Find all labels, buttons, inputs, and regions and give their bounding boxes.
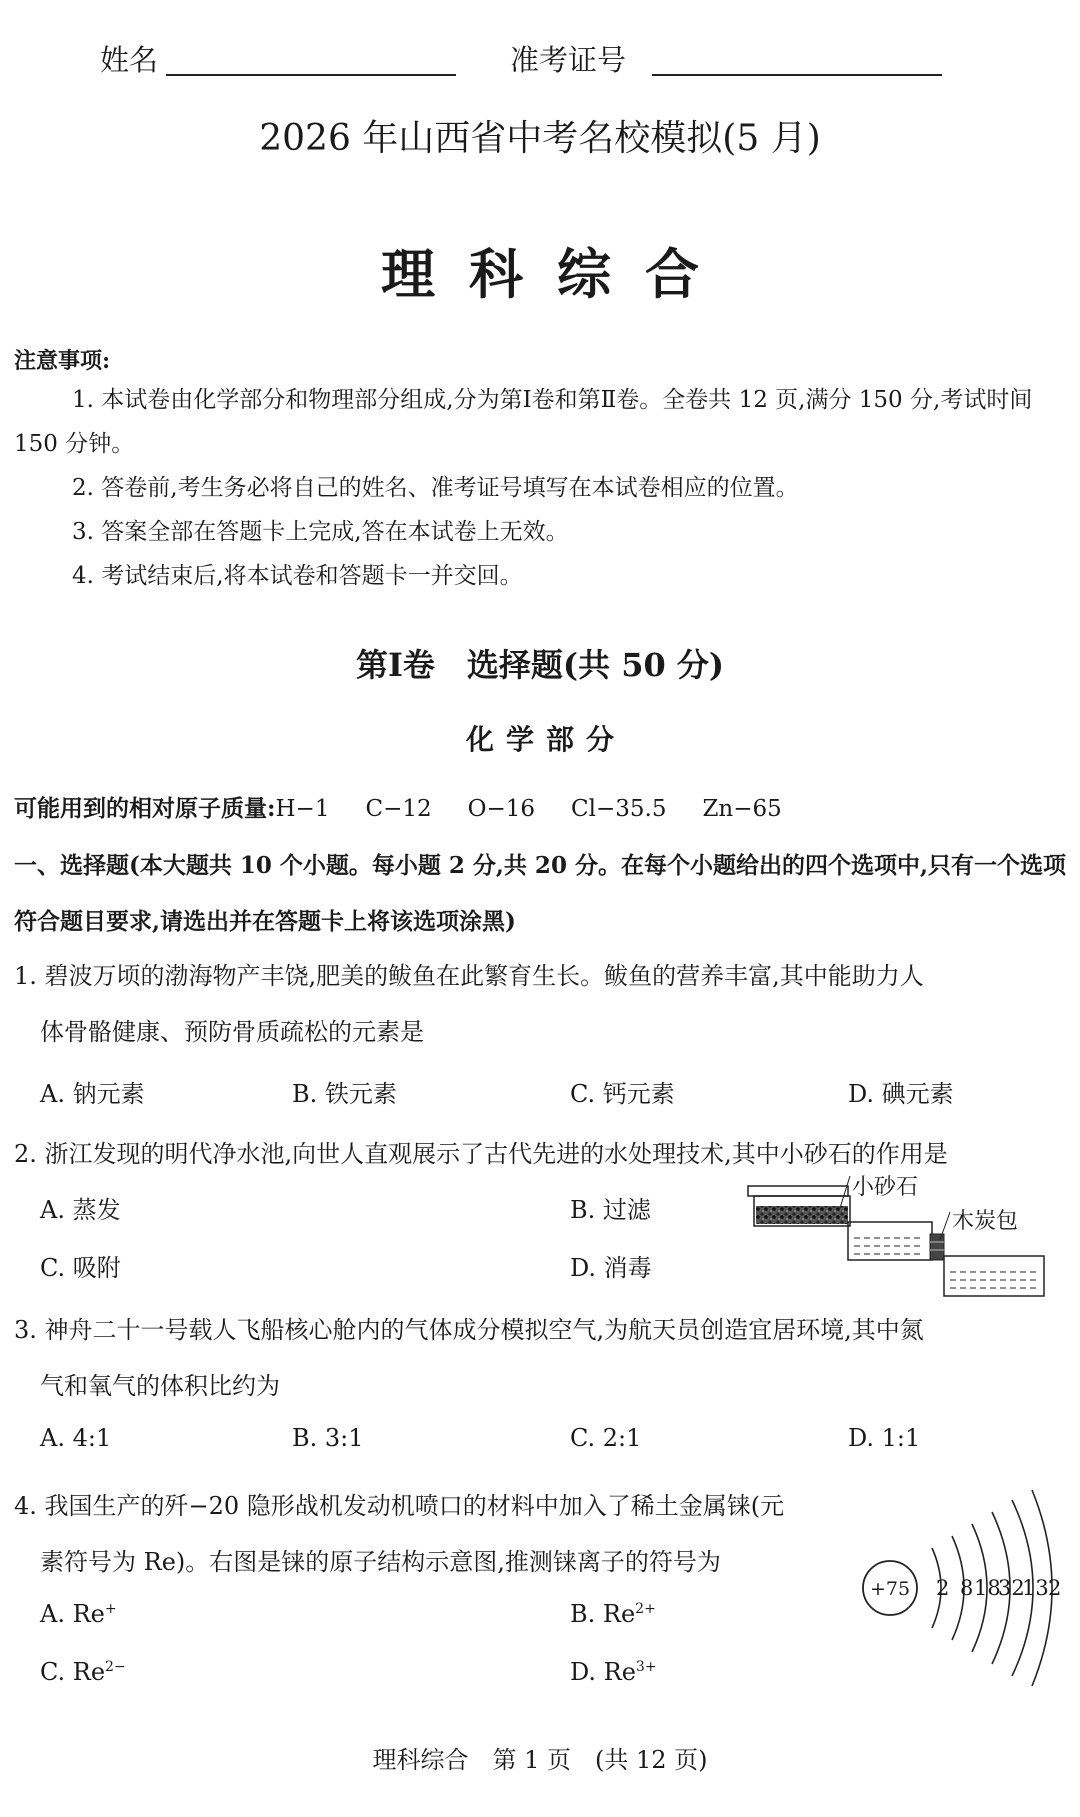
q4-option-b[interactable]: [570, 1600, 656, 1628]
section-title: 第Ⅰ卷 选择题(共 50 分): [355, 646, 725, 684]
question-4: [14, 1478, 814, 1590]
shell-count: 2: [936, 1576, 950, 1600]
question-3: [14, 1302, 1074, 1414]
candidate-info-row: [100, 38, 990, 78]
q4-option-a-text: A. Re: [40, 1600, 105, 1628]
q2-option-c[interactable]: C. 吸附: [40, 1254, 121, 1282]
shell-count: 13: [1022, 1576, 1049, 1600]
q4-option-d-text: D. Re: [570, 1658, 636, 1686]
q3-option-a[interactable]: A. 4:1: [40, 1424, 112, 1452]
q4-option-c-charge: 2−: [105, 1659, 126, 1675]
figure-label-gravel: 小砂石: [852, 1175, 919, 1200]
question-3-line1: 3. 神舟二十一号载人飞船核心舱内的气体成分模拟空气,为航天员创造宜居环境,其中氮: [14, 1316, 924, 1344]
q2-option-a[interactable]: A. 蒸发: [40, 1196, 121, 1224]
q4-option-a-charge: +: [104, 1601, 117, 1617]
rhenium-atom-diagram: [860, 1488, 1070, 1688]
q4-option-b-charge: 2+: [635, 1601, 656, 1617]
q2-option-b[interactable]: B. 过滤: [570, 1196, 651, 1224]
q1-option-d[interactable]: D. 碘元素: [848, 1080, 954, 1108]
subject-title: 理科综合: [381, 242, 733, 306]
subsection-title: 化学部分: [465, 723, 626, 756]
atomic-masses-label: 可能用到的相对原子质量:: [14, 795, 276, 822]
question-1: [14, 948, 1074, 1060]
nucleus-charge: +75: [869, 1578, 911, 1600]
question-4-line2: 素符号为 Re)。右图是铼的原子结构示意图,推测铼离子的符号为: [40, 1548, 721, 1576]
shell-count: 2: [1048, 1576, 1062, 1600]
question-3-line2: 气和氧气的体积比约为: [40, 1372, 280, 1400]
question-4-line1: 4. 我国生产的歼−20 隐形战机发动机喷口的材料中加入了稀土金属铼(元: [14, 1492, 785, 1520]
atomic-mass-value: Cl−35.5: [571, 796, 667, 822]
exam-id-blank-line: [652, 74, 942, 76]
atomic-mass-value: O−16: [467, 796, 536, 822]
q1-option-b[interactable]: B. 铁元素: [292, 1080, 397, 1108]
q4-option-d[interactable]: [570, 1658, 657, 1686]
notice-item-3: 3. 答案全部在答题卡上完成,答在本试卷上无效。: [72, 519, 569, 545]
q4-option-b-text: B. Re: [570, 1600, 636, 1628]
atomic-mass-value: Zn−65: [702, 796, 782, 822]
shell-count: 8: [960, 1576, 974, 1600]
exam-title: 2026 年山西省中考名校模拟(5 月): [259, 118, 821, 159]
q3-option-b[interactable]: B. 3:1: [292, 1424, 364, 1452]
part-instructions: 一、选择题(本大题共 10 个小题。每小题 2 分,共 20 分。在每个小题给出的四个选项中,只有一个选项符合题目要求,请选出并在答题卡上将该选项涂黑): [14, 852, 1066, 935]
shell-count: 32: [998, 1576, 1025, 1600]
figure-label-charcoal: 木炭包: [952, 1209, 1019, 1234]
notice-item-1: 1. 本试卷由化学部分和物理部分组成,分为第Ⅰ卷和第Ⅱ卷。全卷共 12 页,满分 150 分,考试时间 150 分钟。: [14, 387, 1033, 457]
atomic-mass-value: C−12: [365, 796, 432, 822]
atomic-masses: [14, 790, 818, 823]
q4-option-a[interactable]: [40, 1600, 117, 1628]
exam-id-label: 准考证号: [510, 43, 627, 77]
question-1-line1: 1. 碧波万顷的渤海物产丰饶,肥美的鲅鱼在此繁育生长。鲅鱼的营养丰富,其中能助力人: [14, 962, 924, 990]
water-purification-figure: [744, 1172, 1064, 1302]
question-1-line2: 体骨骼健康、预防骨质疏松的元素是: [40, 1018, 424, 1046]
q1-option-c[interactable]: C. 钙元素: [570, 1080, 675, 1108]
q4-option-d-charge: 3+: [635, 1659, 657, 1675]
shell-count: 18: [974, 1576, 1001, 1600]
q2-option-d[interactable]: D. 消毒: [570, 1254, 652, 1282]
q4-option-c-text: C. Re: [40, 1658, 106, 1686]
question-2-line1: 2. 浙江发现的明代净水池,向世人直观展示了古代先进的水处理技术,其中小砂石的作用是: [14, 1140, 948, 1168]
q1-option-a[interactable]: A. 钠元素: [40, 1080, 145, 1108]
name-label: 姓名: [100, 43, 159, 77]
q4-option-c[interactable]: [40, 1658, 126, 1686]
q3-option-d[interactable]: D. 1:1: [848, 1424, 921, 1452]
name-blank-line: [166, 74, 456, 76]
atomic-mass-value: H−1: [275, 796, 330, 822]
notice-heading: 注意事项:: [14, 348, 111, 374]
notice-item-4: 4. 考试结束后,将本试卷和答题卡一并交回。: [72, 563, 523, 589]
page-footer: 理科综合 第 1 页 (共 12 页): [372, 1746, 708, 1774]
q3-option-c[interactable]: C. 2:1: [570, 1424, 642, 1452]
notice-item-2: 2. 答卷前,考生务必将自己的姓名、准考证号填写在本试卷相应的位置。: [72, 475, 799, 501]
